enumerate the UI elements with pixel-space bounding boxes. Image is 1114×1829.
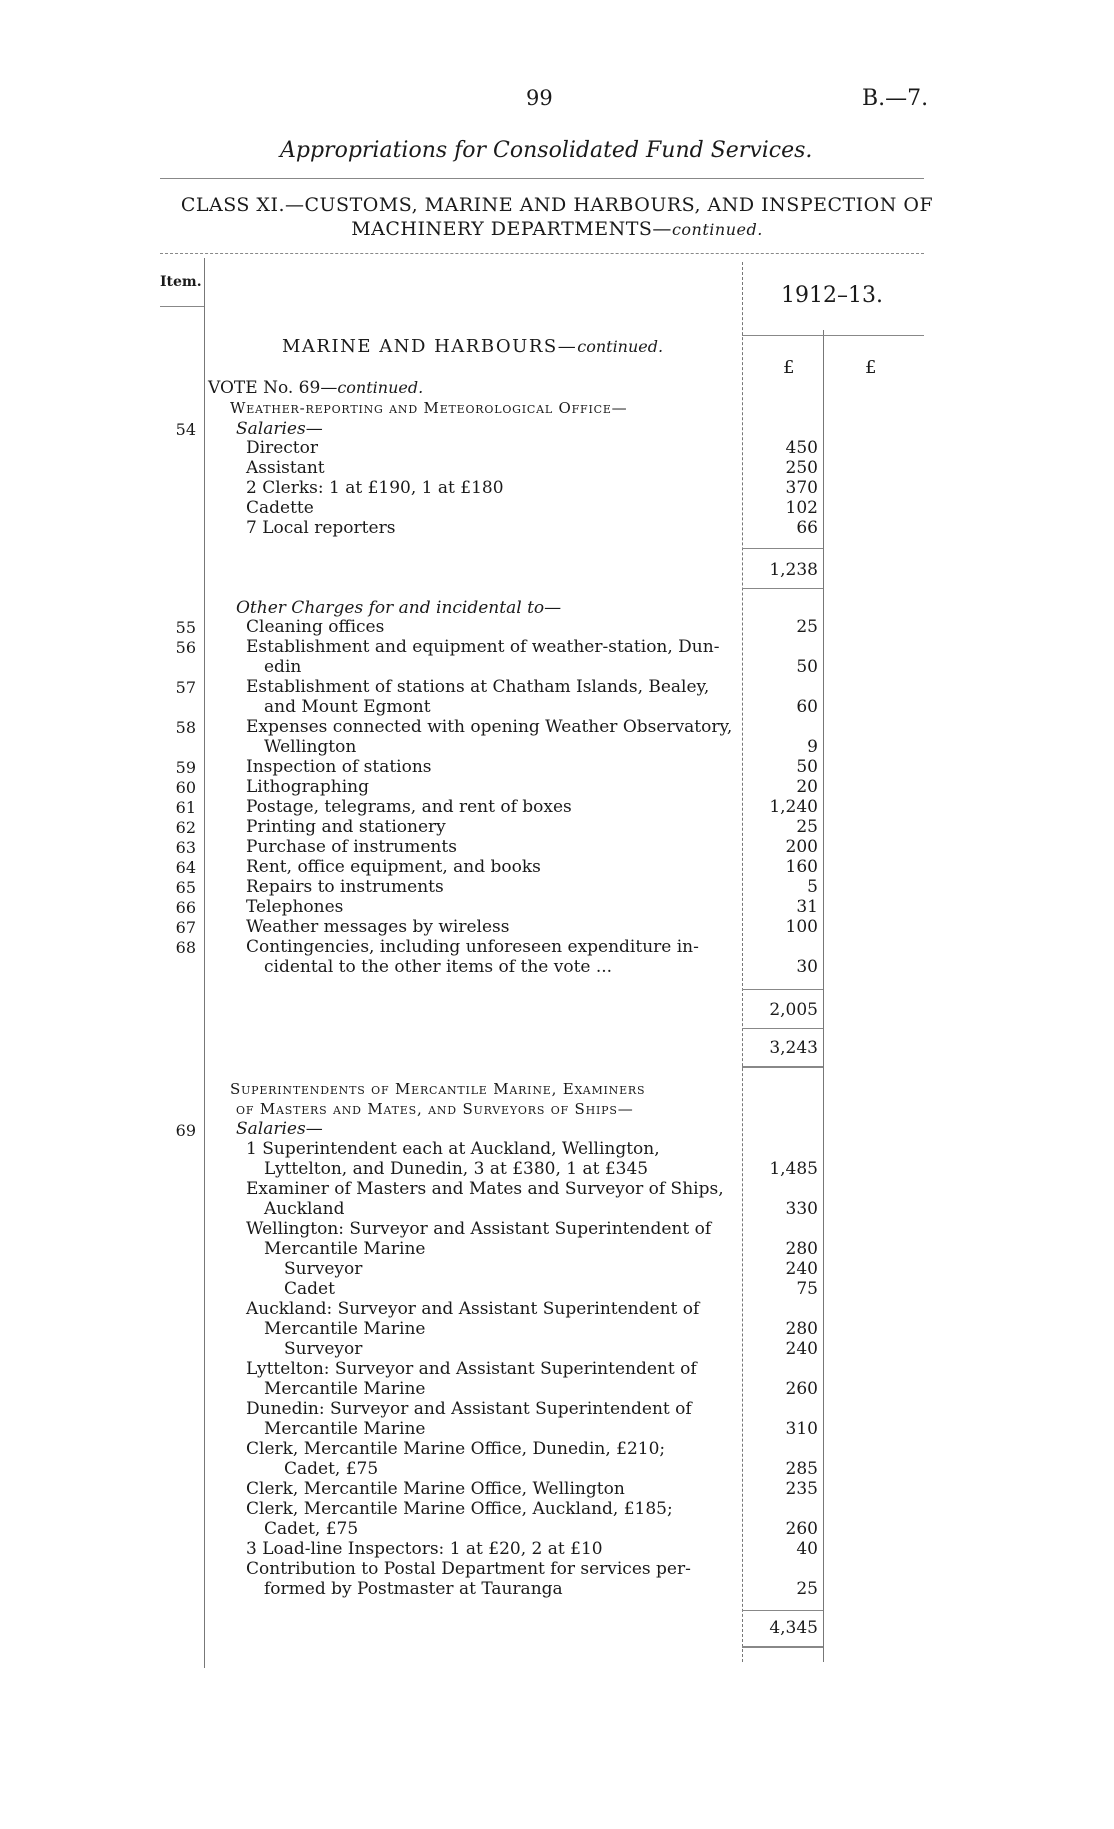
mercantile-row-label-cont: formed by Postmaster at Tauranga [264,1579,563,1599]
item-number: 54 [175,420,196,439]
subtotal-rule [742,1610,823,1611]
section-title [282,336,663,357]
mercantile-row-amount: 280 [785,1239,818,1259]
charge-row-amount: 25 [796,617,818,637]
mercantile-row-label: Dunedin: Surveyor and Assistant Superintendent of [246,1399,692,1419]
total-column-divider [823,330,824,1662]
mercantile-row-label: Examiner of Masters and Mates and Surveyor of Ships, [246,1179,724,1199]
item-header-rule [160,306,204,307]
item-number: 68 [175,938,196,957]
table-top-rule [160,253,924,254]
mercantile-row-amount: 1,485 [769,1159,818,1179]
subtotal-rule [742,588,823,589]
class-title-line2 [0,218,1114,240]
mercantile-row-label: Contribution to Postal Department for services per- [246,1559,691,1579]
item-number: 66 [175,898,196,917]
mercantile-row-label-cont: Auckland [264,1199,345,1219]
currency-symbol-total: £ [865,357,877,378]
mercantile-row-label-cont: Mercantile Marine [264,1419,426,1439]
charge-row-label-cont: edin [264,657,302,677]
charge-row-amount: 5 [807,877,818,897]
item-number: 67 [175,918,196,937]
salary-row-amount: 250 [785,458,818,478]
mercantile-total: 4,345 [769,1618,818,1638]
mercantile-title-line1: Superintendents of Mercantile Marine, Examiners [230,1080,646,1098]
charge-row-amount: 25 [796,817,818,837]
charge-row-label: Establishment and equipment of weather-station, Dun- [246,637,720,657]
year-header-rule [742,335,924,336]
mercantile-row-label: Wellington: Surveyor and Assistant Superintendent of [246,1219,712,1239]
mercantile-row-amount: 330 [785,1199,818,1219]
subtotal-rule [742,548,823,549]
mercantile-row-label: Clerk, Mercantile Marine Office, Dunedin, £210; [246,1439,666,1459]
item-number: 61 [175,798,196,817]
heading-rule [160,178,924,179]
item-number: 59 [175,758,196,777]
mercantile-row-label: Cadet [284,1279,335,1299]
mercantile-row-amount: 285 [785,1459,818,1479]
item-number: 62 [175,818,196,837]
subtotal-rule [742,1028,823,1029]
charge-row-amount: 1,240 [769,797,818,817]
mercantile-row-label: Surveyor [284,1259,363,1279]
salary-row-label: Director [246,438,318,458]
mercantile-row-label-cont: Mercantile Marine [264,1319,426,1339]
mercantile-row-label-cont: Cadet, £75 [284,1459,379,1479]
salary-row-amount: 66 [796,518,818,538]
charge-row-label: Postage, telegrams, and rent of boxes [246,797,572,817]
charge-row-amount: 9 [807,737,818,757]
mercantile-row-label: Clerk, Mercantile Marine Office, Auckland, £185; [246,1499,673,1519]
mercantile-row-label-cont: Cadet, £75 [264,1519,359,1539]
charge-row-amount: 30 [796,957,818,977]
charge-row-amount: 200 [785,837,818,857]
mercantile-row-amount: 25 [796,1579,818,1599]
page-heading: Appropriations for Consolidated Fund Services. [280,138,813,163]
item-number: 63 [175,838,196,857]
mercantile-row-amount: 240 [785,1339,818,1359]
item-number: 64 [175,858,196,877]
year-column-header: 1912–13. [781,283,883,308]
mercantile-row-amount: 260 [785,1519,818,1539]
total-rule [742,1646,823,1648]
charge-row-label: Establishment of stations at Chatham Islands, Bealey, [246,677,710,697]
charge-row-label-cont: cidental to the other items of the vote ... [264,957,613,977]
mercantile-row-amount: 40 [796,1539,818,1559]
salaries-label: Salaries— [236,1119,323,1139]
charge-row-label-cont: and Mount Egmont [264,697,431,717]
salaries-subtotal: 1,238 [769,560,818,580]
mercantile-row-amount: 310 [785,1419,818,1439]
mercantile-row-amount: 240 [785,1259,818,1279]
salaries-label: Salaries— [236,419,323,439]
item-number: 60 [175,778,196,797]
document-reference: B.—7. [862,86,929,111]
charge-row-label: Telephones [246,897,344,917]
charge-row-amount: 31 [796,897,818,917]
charge-row-label-cont: Wellington [264,737,357,757]
weather-office-total: 3,243 [769,1038,818,1058]
mercantile-row-label: Clerk, Mercantile Marine Office, Wellington [246,1479,625,1499]
item-number: 57 [175,678,196,697]
mercantile-row-amount: 235 [785,1479,818,1499]
total-rule [742,1066,823,1068]
class-title-continued: continued. [671,220,763,239]
section-title-text: MARINE AND HARBOURS— [282,336,578,357]
mercantile-row-label-cont: Mercantile Marine [264,1239,426,1259]
salary-row-label: Assistant [246,458,325,478]
mercantile-row-label: Surveyor [284,1339,363,1359]
charge-row-label: Expenses connected with opening Weather Observatory, [246,717,733,737]
item-column-divider [204,258,205,1668]
vote-label-text: VOTE No. 69— [208,378,338,398]
charge-row-label: Printing and stationery [246,817,446,837]
item-number: 55 [175,618,196,637]
charge-row-label: Weather messages by wireless [246,917,510,937]
mercantile-row-label: Lyttelton: Surveyor and Assistant Superintendent of [246,1359,697,1379]
salary-row-label: Cadette [246,498,314,518]
charge-row-amount: 160 [785,857,818,877]
class-title-line1: CLASS XI.—CUSTOMS, MARINE AND HARBOURS, AND INSPECTION OF [180,194,934,216]
item-number: 56 [175,638,196,657]
mercantile-row-label-cont: Lyttelton, and Dunedin, 3 at £380, 1 at £345 [264,1159,649,1179]
weather-office-title: Weather-reporting and Meteorological Office— [230,399,628,417]
salary-row-amount: 370 [785,478,818,498]
charge-row-label: Rent, office equipment, and books [246,857,541,877]
mercantile-row-label: Auckland: Surveyor and Assistant Superintendent of [246,1299,700,1319]
salary-row-label: 2 Clerks: 1 at £190, 1 at £180 [246,478,504,498]
class-title-text: MACHINERY DEPARTMENTS— [351,218,672,240]
mercantile-row-amount: 75 [796,1279,818,1299]
charge-row-label: Lithographing [246,777,369,797]
charge-row-amount: 20 [796,777,818,797]
item-number: 58 [175,718,196,737]
charge-row-label: Contingencies, including unforeseen expenditure in- [246,937,699,957]
charge-row-label: Cleaning offices [246,617,385,637]
charge-row-label: Purchase of instruments [246,837,457,857]
charge-row-amount: 50 [796,657,818,677]
mercantile-title-line2: of Masters and Mates, and Surveyors of Ships— [236,1100,634,1118]
vote-label [208,378,423,398]
charge-row-label: Repairs to instruments [246,877,444,897]
section-title-continued: continued. [577,337,664,356]
page-number: 99 [526,86,553,110]
item-column-header: Item. [160,274,202,290]
salary-row-amount: 102 [785,498,818,518]
charge-row-amount: 60 [796,697,818,717]
mercantile-row-label-cont: Mercantile Marine [264,1379,426,1399]
mercantile-row-amount: 280 [785,1319,818,1339]
charge-row-amount: 100 [785,917,818,937]
item-number: 65 [175,878,196,897]
item-number: 69 [175,1121,196,1140]
charge-row-amount: 50 [796,757,818,777]
salary-row-label: 7 Local reporters [246,518,396,538]
mercantile-row-label: 3 Load-line Inspectors: 1 at £20, 2 at £10 [246,1539,603,1559]
other-charges-label: Other Charges for and incidental to— [236,598,562,618]
subtotal-rule [742,989,823,990]
mercantile-row-label: 1 Superintendent each at Auckland, Wellington, [246,1139,660,1159]
vote-label-continued: continued. [337,378,424,397]
other-charges-subtotal: 2,005 [769,1000,818,1020]
currency-symbol-amount: £ [783,357,795,378]
charge-row-label: Inspection of stations [246,757,432,777]
salary-row-amount: 450 [785,438,818,458]
mercantile-row-amount: 260 [785,1379,818,1399]
